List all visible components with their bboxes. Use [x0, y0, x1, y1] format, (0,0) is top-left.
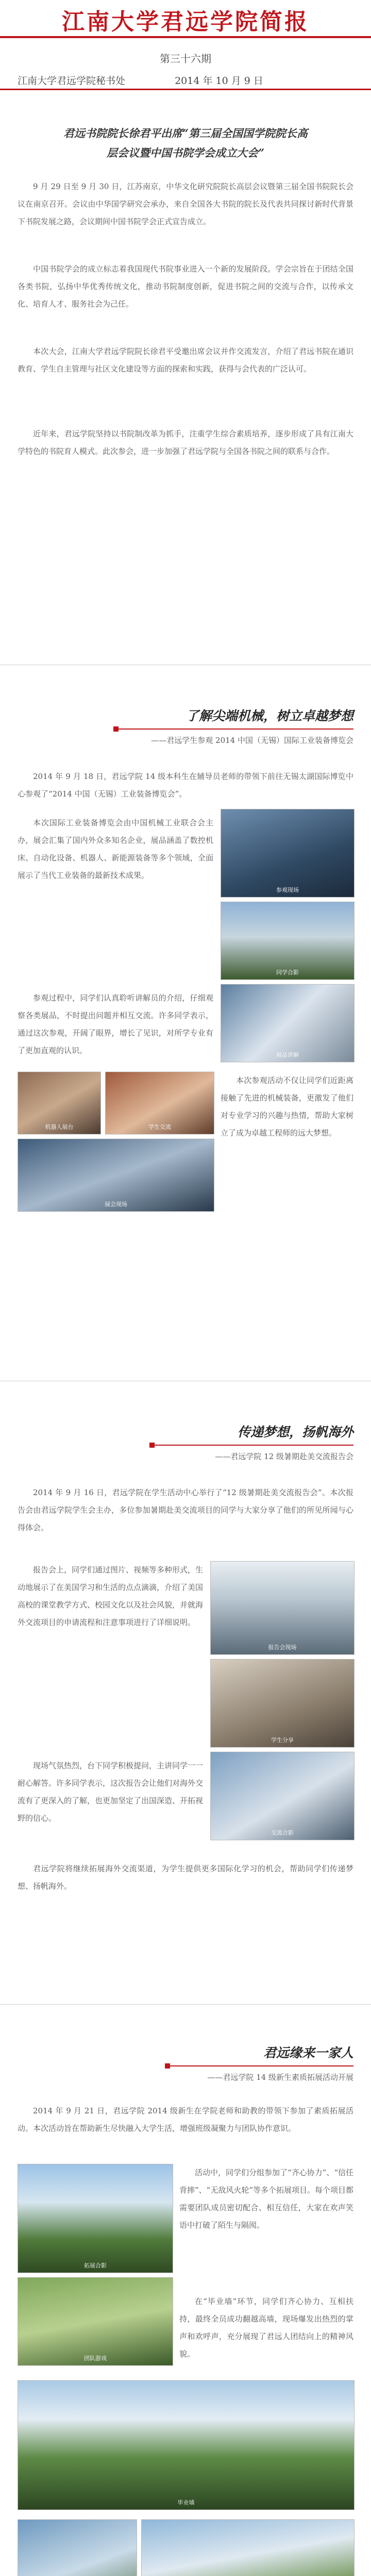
photo-students — [105, 1072, 214, 1134]
photo-caption: 毕业墙 — [177, 2499, 195, 2506]
photo-caption: 参观现场 — [276, 887, 299, 893]
section3-paragraph: 2014 年 9 月 16 日，君远学院在学生活动中心举行了“12 级暑期赴美交流报告会”。本次报告会由君远学院学生会主办，多位参加暑期赴美交流项目的同学与大家分享了他们的所见所闻与心得体会。 — [18, 1488, 353, 1532]
section3-subtitle: ——君远学院 12 级暑期赴美交流报告会 — [215, 1452, 353, 1461]
section4-paragraph: 在“毕业墙”环节，同学们齐心协力、互相扶持，最终全员成功翻越高墙，现场爆发出热烈的掌声和欢呼声，充分展现了君远人团结向上的精神风貌。 — [179, 2297, 353, 2359]
publish-date: 2014 年 10 月 9 日 — [175, 75, 263, 87]
photo-caption: 同学合影 — [276, 969, 299, 976]
section4-paragraph: 2014 年 9 月 21 日，君远学院 2014 级新生在学院老师和助教的带领下参加了素质拓展活动。本次活动旨在帮助新生尽快融入大学生活，增强班级凝聚力与团队协作意识。 — [18, 2106, 353, 2133]
photo-speaker — [210, 1659, 355, 1748]
section3-paragraph: 报告会上，同学们通过图片、视频等多种形式，生动地展示了在美国学习和生活的点点滴滴，介绍了美国高校的课堂教学方式、校园文化以及社会风貌，并就海外交流项目的申请流程和注意事项进行了详细说明。 — [18, 1565, 204, 1627]
newsletter-title: 江南大学君远学院简报 — [62, 9, 309, 35]
section3-rule — [155, 1445, 353, 1446]
section4-marker — [165, 2063, 170, 2069]
article1-paragraph: 中国书院学会的成立标志着我国现代书院事业进入一个新的发展阶段。学会宗旨在于团结全国各类书院，弘扬中华优秀传统文化，推动书院制度创新，促进书院之间的交流与合作，以传承文化、培育人才、服务社会为己任。 — [18, 264, 353, 309]
photo-caption: 展会现场 — [105, 1201, 127, 1208]
section2-paragraph: 本次参观活动不仅让同学们近距离接触了先进的机械装备，更激发了他们对专业学习的兴趣与热情，帮助大家树立了成为卓越工程师的远大梦想。 — [221, 1076, 353, 1138]
section4-paragraph: 活动中，同学们分组参加了“齐心协力”、“信任背摔”、“无敌风火轮”等多个拓展项目。每个项目都需要团队成员密切配合、相互信任，大家在欢声笑语中打破了陌生与隔阂。 — [179, 2168, 354, 2230]
publisher: 江南大学君远学院秘书处 — [18, 75, 126, 87]
photo-caption: 交流合影 — [271, 1829, 294, 1836]
article1-paragraph: 9 月 29 日至 9 月 30 日，江苏南京，中华文化研究院院长高层会议暨第三届全国书院院长会议在南京召开。会议由中华国学研究会承办，来自全国各大书院的院长及代表共同探讨新时代背景下书院发展之路，会议期间中国书院学会正式宣告成立。 — [18, 182, 353, 226]
section4-rule — [170, 2065, 353, 2066]
photo-report-hall — [210, 1561, 355, 1655]
photo-expo-floor — [18, 1139, 214, 1212]
photo-caption: 团队游戏 — [84, 2355, 107, 2362]
masthead-rule-bottom — [0, 89, 371, 90]
photo-caption: 机器人展台 — [45, 1124, 74, 1130]
section2-subtitle: ——君远学生参观 2014 中国（无锡）国际工业装备博览会 — [151, 736, 353, 745]
photo-caption: 学生分享 — [271, 1737, 294, 1743]
photo-team-game — [18, 2277, 173, 2366]
photo-group-1 — [221, 902, 355, 980]
section2-marker — [113, 726, 119, 732]
photo-caption: 学生交流 — [148, 1124, 171, 1130]
article1-paragraph: 近年来，君远学院坚持以书院制改革为抓手，注重学生综合素质培养，逐步形成了具有江南大学特色的书院育人模式。此次参会，进一步加强了君远学院与全国各书院之间的联系与合作。 — [18, 429, 353, 456]
photo-wall-climb — [18, 2380, 355, 2510]
masthead — [0, 0, 371, 88]
section4-subtitle: ——君远学院 14 级新生素质拓展活动开展 — [207, 2073, 353, 2082]
section3-paragraph: 现场气氛热烈，台下同学积极提问，主讲同学一一耐心解答。许多同学表示，这次报告会让他们对海外交流有了更深入的了解，也更加坚定了出国深造、开拓视野的信心。 — [18, 1761, 204, 1823]
photo-robot — [18, 1072, 101, 1134]
section4-title: 君远缘来一家人 — [263, 2045, 353, 2060]
issue-number: 第三十六期 — [160, 53, 211, 65]
masthead-rule-top — [0, 36, 371, 38]
section3-title: 传递梦想，扬帆海外 — [237, 1425, 353, 1439]
section-divider — [0, 2004, 371, 2005]
photo-exchange-group — [210, 1752, 355, 1840]
section3-paragraph: 君远学院将继续拓展海外交流渠道，为学生提供更多国际化学习的机会，帮助同学们传递梦想、扬帆海外。 — [18, 1864, 353, 1891]
photo-expo-hall — [221, 809, 355, 897]
masthead-meta — [18, 73, 310, 87]
photo-caption: 拓展合影 — [84, 2262, 107, 2269]
section2-paragraph: 参观过程中，同学们认真聆听讲解员的介绍，仔细观察各类展品，不时提出问题并相互交流。许多同学表示，通过这次参观，开阔了眼界，增长了见识，对所学专业有了更加直观的认识。 — [18, 993, 213, 1055]
article1-title-line2: 层会议暨中国书院学会成立大会” — [106, 146, 265, 159]
photo-group-cheer — [18, 2519, 137, 2576]
photo-outdoor-team — [18, 2164, 173, 2273]
section2-title: 了解尖端机械，树立卓越梦想 — [185, 708, 353, 723]
photo-caption: 报告会现场 — [268, 1644, 297, 1651]
section2-paragraph: 本次国际工业装备博览会由中国机械工业联合会主办，展会汇集了国内外众多知名企业，展品涵盖了数控机床、自动化设备、机器人、新能源装备等多个领域，全面展示了当代工业装备的最新技术成果。 — [18, 818, 213, 880]
photo-caption: 展品讲解 — [276, 1052, 299, 1058]
section2-paragraph: 2014 年 9 月 18 日，君远学院 14 级本科生在辅导员老师的带领下前往无锡太湖国际博览中心参观了“2014 中国（无锡）工业装备博览会”。 — [18, 772, 353, 799]
section3-marker — [149, 1443, 155, 1448]
photo-class-group — [141, 2519, 355, 2576]
article1-paragraph: 本次大会，江南大学君远学院院长徐君平受邀出席会议并作交流发言，介绍了君远书院在通识教育、学生自主管理与社区文化建设等方面的探索和实践，获得与会代表的广泛认可。 — [18, 347, 353, 374]
photo-exhibit — [221, 984, 355, 1062]
article1-title-line1: 君远书院院长徐君平出席“第三届全国国学院院长高 — [63, 127, 308, 140]
section2-rule — [119, 728, 353, 730]
